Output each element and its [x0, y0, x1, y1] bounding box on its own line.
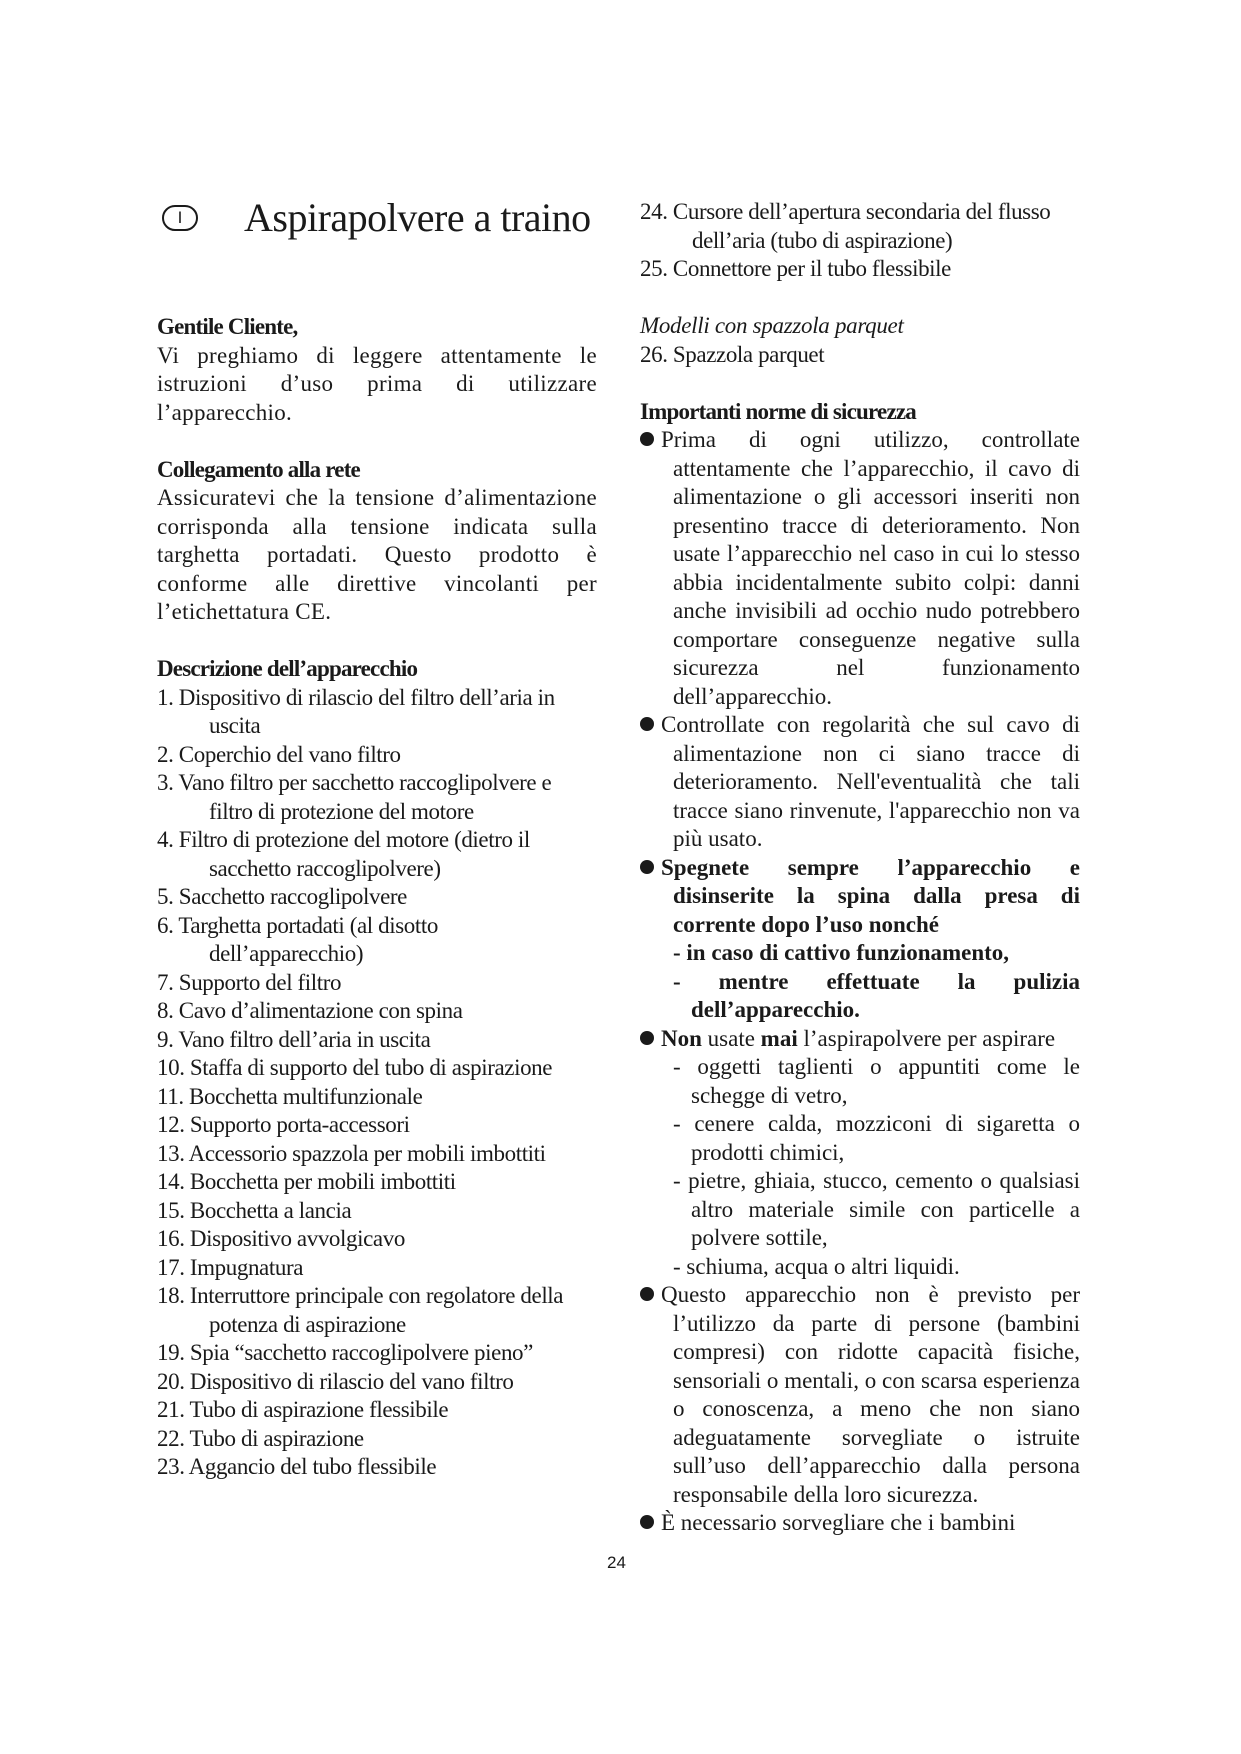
sub-item: - schiuma, acqua o altri liquidi. [673, 1253, 960, 1279]
list-item: 19. Spia “sacchetto raccoglipolvere pieno” [157, 1340, 533, 1365]
safety-bullet: Non usate mai l’aspirapolvere per aspirare - oggetti taglienti o appuntiti come le schegge di vetro, - cenere calda, mozziconi di sigaretta o prodotti chimici, - pietre, ghiaia, stucco, cemento o qualsiasi altro materiale simile con particelle a polvere sottile, - schiuma, acqua o altri liquidi. [640, 1025, 1080, 1282]
list-item: 25. Connettore per il tubo flessibile [640, 256, 951, 281]
list-item: 8. Cavo d’alimentazione con spina [157, 998, 463, 1023]
list-item: 13. Accessorio spazzola per mobili imbottiti [157, 1140, 546, 1166]
sub-item: - mentre effettuate la pulizia dell’apparecchio. [673, 968, 1080, 1022]
description-heading: Descrizione dell’apparecchio [157, 656, 418, 681]
list-item: 4. Filtro di protezione del motore (dietro il sacchetto raccoglipolvere) [157, 827, 530, 881]
safety-bullet: Spegnete sempre l’apparecchio e disinserite la spina dalla presa di corrente dopo l’uso nonché - in caso di cattivo funzionamento, - mentre effettuate la pulizia dell’apparecchio. [640, 854, 1080, 1025]
list-item: 2. Coperchio del vano filtro [157, 741, 401, 767]
parquet-heading: Modelli con spazzola parquet [640, 313, 904, 338]
list-item: 12. Supporto porta-accessori [157, 1112, 410, 1137]
list-item: 23. Aggancio del tubo flessibile [157, 1454, 437, 1479]
safety-heading: Importanti norme di sicurezza [640, 398, 916, 424]
list-item: 7. Supporto del filtro [157, 969, 342, 995]
safety-bullet: È necessario sorvegliare che i bambini [640, 1509, 1080, 1538]
list-item: 6. Targhetta portadati (al disotto dell’apparecchio) [157, 912, 438, 966]
list-item: 17. Impugnatura [157, 1254, 304, 1280]
list-item: 1. Dispositivo di rilascio del filtro dell’aria in uscita [157, 684, 555, 738]
sub-item: - in caso di cattivo funzionamento, [673, 940, 1010, 965]
list-item: 22. Tubo di aspirazione [157, 1425, 364, 1451]
list-item: 15. Bocchetta a lancia [157, 1197, 352, 1223]
right-column [640, 198, 1080, 1538]
list-item: 11. Bocchetta multifunzionale [157, 1083, 423, 1109]
bullet-dot-icon [640, 432, 654, 446]
page-title: Aspirapolvere a traino [244, 195, 591, 240]
safety-bullet: Prima di ogni utilizzo, controllate attentamente che l’apparecchio, il cavo di alimentazione o gli accessori inseriti non presentino tracce di deterioramento. Non usate l’apparecchio nel caso in cui lo stesso abbia incidentalmente subito colpi: danni anche invisibili ad occhio nudo potrebbero comportare conseguenze negative sulla sicurezza nel funzionamento dell’apparecchio. [640, 426, 1080, 711]
connection-paragraph: Assicuratevi che la tensione d’alimentazione corrisponda alla tensione indicata sulla targhetta portadati. Questo prodotto è conforme alle direttive vincolanti per l’etichettatura CE. [157, 485, 597, 624]
parts-list-continued [640, 198, 1080, 284]
bullet-dot-icon [640, 860, 654, 874]
list-item: 16. Dispositivo avvolgicavo [157, 1226, 405, 1251]
sub-item: - pietre, ghiaia, stucco, cemento o qualsiasi altro materiale simile con particelle a polvere sottile, [673, 1168, 1080, 1250]
list-item: 21. Tubo di aspirazione flessibile [157, 1397, 449, 1422]
sub-item: - oggetti taglienti o appuntiti come le schegge di vetro, [673, 1054, 1080, 1108]
list-item: 3. Vano filtro per sacchetto raccoglipolvere e filtro di protezione del motore [157, 770, 552, 824]
intro-paragraph: Vi preghiamo di leggere attentamente le istruzioni d’uso prima di utilizzare l’apparecchio. [157, 342, 597, 425]
page-number: 24 [607, 1553, 626, 1572]
list-item: 18. Interruttore principale con regolatore della potenza di aspirazione [157, 1283, 564, 1337]
list-item: 9. Vano filtro dell’aria in uscita [157, 1026, 431, 1052]
bullet-dot-icon [640, 717, 654, 731]
salutation: Gentile Cliente, [157, 314, 298, 339]
parts-list [157, 684, 597, 1482]
safety-bullet: Controllate con regolarità che sul cavo di alimentazione non ci siano tracce di deterioramento. Nell'eventualità che tali tracce siano rinvenute, l'apparecchio non va più usato. [640, 711, 1080, 854]
bullet-dot-icon [640, 1515, 654, 1529]
safety-sublist [673, 939, 1080, 1025]
language-badge: I [162, 205, 198, 231]
connection-heading: Collegamento alla rete [157, 456, 360, 482]
list-item: 24. Cursore dell’apertura secondaria del flusso dell’aria (tubo di aspirazione) [640, 199, 1051, 253]
parquet-item: 26. Spazzola parquet [640, 341, 825, 367]
safety-bullet: Questo apparecchio non è previsto per l’utilizzo da parte di persone (bambini compresi) con ridotte capacità fisiche, sensoriali o mentali, o con scarsa esperienza o conoscenza, a meno che non siano adeguatamente sorvegliate o istruite sull’uso dell’apparecchio dalla persona responsabile della loro sicurezza. [640, 1281, 1080, 1509]
bullet-dot-icon [640, 1287, 654, 1301]
list-item: 5. Sacchetto raccoglipolvere [157, 884, 407, 909]
safety-sublist [673, 1053, 1080, 1281]
safety-list [640, 426, 1080, 1538]
list-item: 14. Bocchetta per mobili imbottiti [157, 1169, 456, 1194]
left-column [157, 313, 597, 1482]
sub-item: - cenere calda, mozziconi di sigaretta o prodotti chimici, [673, 1111, 1080, 1165]
bullet-dot-icon [640, 1031, 654, 1045]
list-item: 10. Staffa di supporto del tubo di aspirazione [157, 1055, 553, 1080]
list-item: 20. Dispositivo di rilascio del vano filtro [157, 1368, 514, 1394]
